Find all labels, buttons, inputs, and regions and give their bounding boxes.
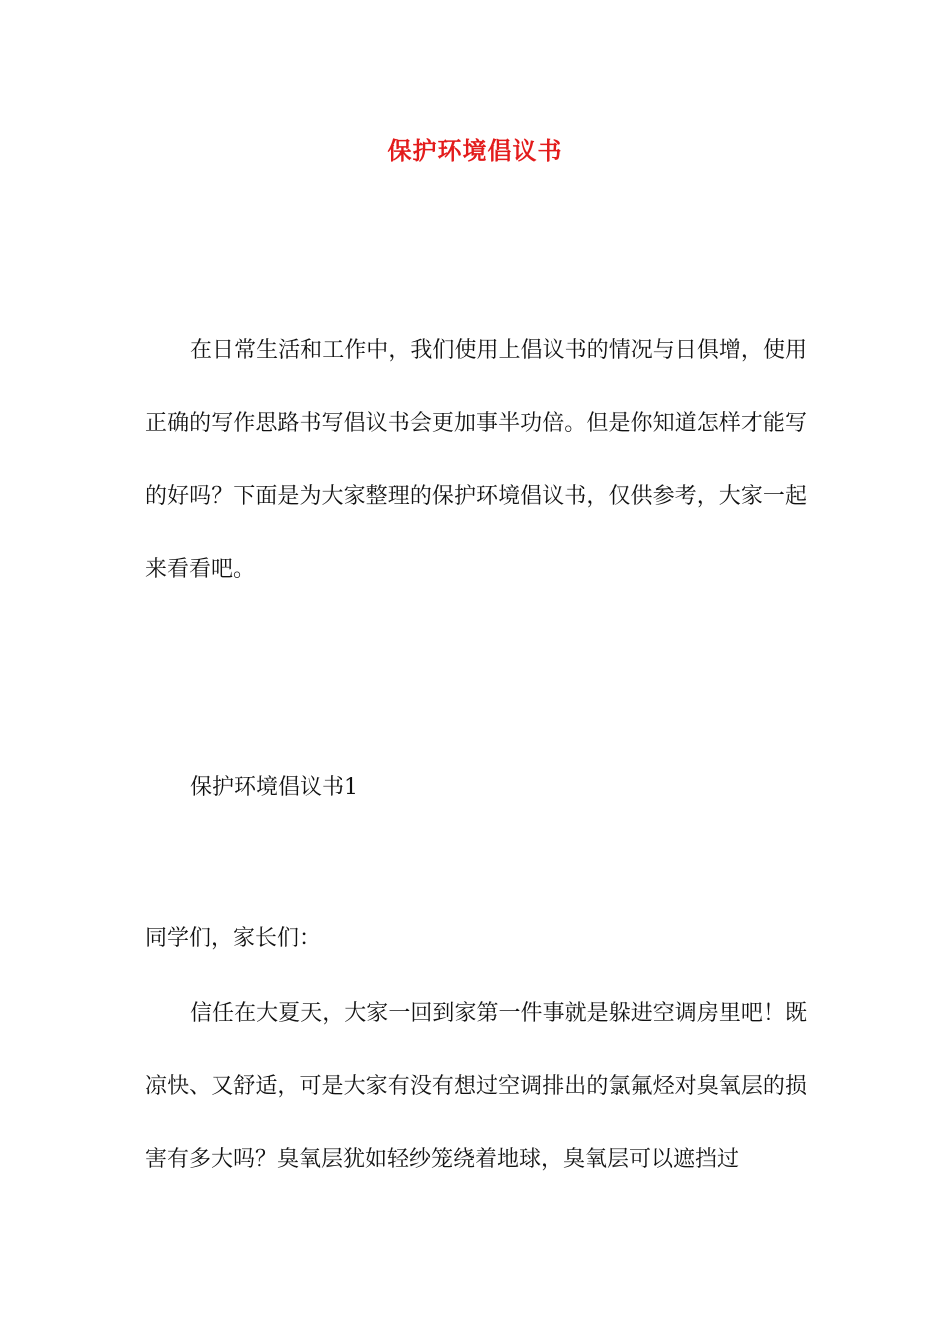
section-heading: 保护环境倡议书1 — [190, 775, 358, 800]
document-title: 保护环境倡议书 — [387, 136, 563, 165]
intro-paragraph: 在日常生活和工作中，我们使用上倡议书的情况与日俱增，使用正确的写作思路书写倡议书会更加事半功倍。但是你知道怎样才能写的好吗？下面是为大家整理的保护环境倡议书，仅供参考，大家一起来看看吧。 — [145, 338, 807, 582]
salutation-line: 同学们，家长们： — [145, 926, 322, 951]
body-paragraph: 信任在大夏天，大家一回到家第一件事就是躲进空调房里吧！既凉快、又舒适，可是大家有没有想过空调排出的氯氟烃对臭氧层的损害有多大吗？臭氧层犹如轻纱笼绕着地球，臭氧层可以遮挡过 — [145, 1001, 807, 1172]
